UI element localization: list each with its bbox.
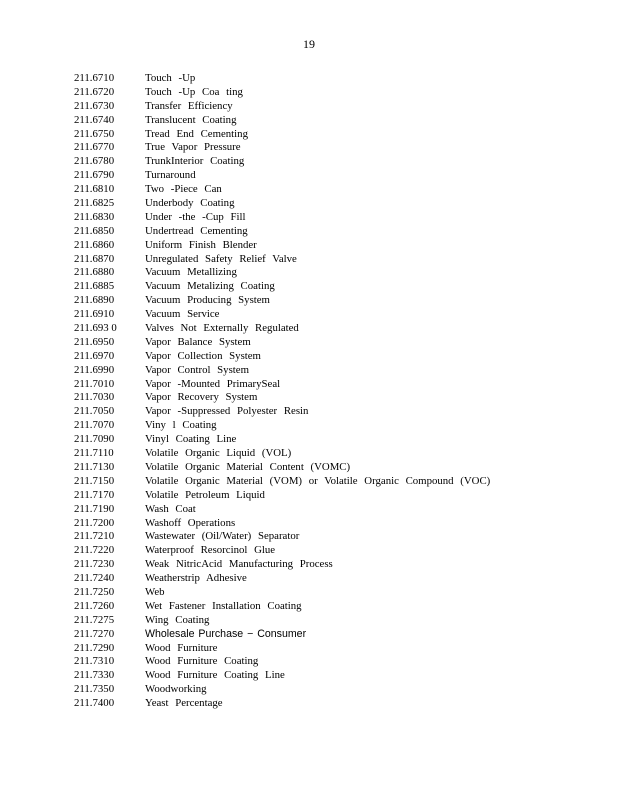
defined-term: Viny l Coating [145, 419, 217, 432]
defined-term: Valves Not Externally Regulated [145, 322, 299, 335]
defined-term: Turnaround [145, 169, 196, 182]
section-number: 211.7030 [74, 391, 115, 404]
defined-term: Undertread Cementing [145, 224, 248, 237]
list-item [0, 169, 618, 183]
defined-term: Waterproof Resorcinol Glue [145, 544, 276, 557]
defined-term: Uniform Finish Blender [145, 238, 257, 251]
list-item [0, 489, 618, 503]
section-number: 211.7220 [74, 544, 115, 557]
defined-term: Volatile Petroleum Liquid [145, 488, 265, 501]
defined-term: Wastewater (Oil/Water) Separator [145, 530, 300, 543]
definition-index-list [0, 72, 618, 711]
list-item [0, 155, 618, 169]
list-item [0, 628, 618, 642]
defined-term: Wood Furniture Coating [145, 655, 259, 668]
section-number: 211.7170 [74, 488, 115, 501]
list-item [0, 294, 618, 308]
list-item [0, 364, 618, 378]
section-number: 211.7275 [74, 613, 115, 626]
defined-term: Yeast Percentage [145, 697, 223, 710]
list-item [0, 114, 618, 128]
section-number: 211.6710 [74, 72, 115, 84]
list-item [0, 391, 618, 405]
list-item [0, 433, 618, 447]
section-number: 211.6740 [74, 113, 115, 126]
list-item [0, 614, 618, 628]
section-number: 211.7210 [74, 530, 115, 543]
defined-term: Wood Furniture [145, 641, 218, 654]
section-number: 211.6830 [74, 210, 115, 223]
section-number: 211.6750 [74, 127, 115, 140]
defined-term: Transfer Efficiency [145, 99, 233, 112]
list-item [0, 141, 618, 155]
defined-term: Wash Coat [145, 502, 196, 515]
list-item [0, 350, 618, 364]
defined-term: Tread End Cementing [145, 127, 248, 140]
list-item [0, 72, 618, 86]
list-item [0, 530, 618, 544]
section-number: 211.7330 [74, 669, 115, 682]
defined-term: Vapor -Suppressed Polyester Resin [145, 405, 309, 418]
list-item [0, 211, 618, 225]
section-number: 211.7250 [74, 585, 115, 598]
section-number: 211.7400 [74, 697, 115, 710]
defined-term: Web [145, 585, 165, 598]
defined-term: Vacuum Metalizing Coating [145, 280, 275, 293]
list-item [0, 266, 618, 280]
section-number: 211.6885 [74, 280, 115, 293]
list-item [0, 86, 618, 100]
section-number: 211.6880 [74, 266, 115, 279]
list-item [0, 419, 618, 433]
section-number: 211.7230 [74, 558, 115, 571]
section-number: 211.6780 [74, 155, 115, 168]
list-item [0, 197, 618, 211]
defined-term: TrunkInterior Coating [145, 155, 245, 168]
section-number: 211.7010 [74, 377, 115, 390]
list-item [0, 600, 618, 614]
list-item [0, 378, 618, 392]
defined-term: True Vapor Pressure [145, 141, 241, 154]
list-item [0, 517, 618, 531]
list-item [0, 586, 618, 600]
list-item [0, 558, 618, 572]
list-item [0, 239, 618, 253]
list-item [0, 697, 618, 711]
list-item [0, 336, 618, 350]
list-item [0, 322, 618, 336]
list-item [0, 128, 618, 142]
section-number: 211.7070 [74, 419, 115, 432]
section-number: 211.693 0 [74, 322, 117, 335]
list-item [0, 183, 618, 197]
defined-term: Wing Coating [145, 613, 210, 626]
section-number: 211.7200 [74, 516, 115, 529]
defined-term: Translucent Coating [145, 113, 237, 126]
section-number: 211.7190 [74, 502, 115, 515]
defined-term: Washoff Operations [145, 516, 236, 529]
defined-term: Vapor Control System [145, 363, 249, 376]
defined-term: Wholesale Purchase − Consumer [145, 627, 307, 640]
defined-term: Unregulated Safety Relief Valve [145, 252, 297, 265]
section-number: 211.7090 [74, 433, 115, 446]
defined-term: Vinyl Coating Line [145, 433, 237, 446]
list-item [0, 461, 618, 475]
defined-term: Touch -Up Coa ting [145, 85, 243, 98]
section-number: 211.6990 [74, 363, 115, 376]
defined-term: Vacuum Producing System [145, 294, 270, 307]
list-item [0, 544, 618, 558]
list-item [0, 669, 618, 683]
section-number: 211.6910 [74, 308, 115, 321]
list-item [0, 447, 618, 461]
section-number: 211.6870 [74, 252, 115, 265]
list-item [0, 308, 618, 322]
defined-term: Wet Fastener Installation Coating [145, 599, 302, 612]
section-number: 211.6970 [74, 349, 115, 362]
section-number: 211.6950 [74, 335, 115, 348]
list-item [0, 655, 618, 669]
section-number: 211.7270 [74, 627, 115, 640]
list-item [0, 572, 618, 586]
page-number: 19 [303, 37, 315, 51]
section-number: 211.7110 [74, 447, 114, 460]
section-number: 211.6770 [74, 141, 115, 154]
list-item [0, 225, 618, 239]
list-item [0, 253, 618, 267]
section-number: 211.7290 [74, 641, 115, 654]
defined-term: Vapor Balance System [145, 335, 251, 348]
defined-term: Volatile Organic Material (VOM) or Volatile Organic Compound (VOC) [145, 474, 491, 487]
section-number: 211.6850 [74, 224, 115, 237]
list-item [0, 683, 618, 697]
list-item [0, 642, 618, 656]
section-number: 211.7310 [74, 655, 115, 668]
defined-term: Volatile Organic Liquid (VOL) [145, 447, 292, 460]
defined-term: Under -the -Cup Fill [145, 210, 246, 223]
section-number: 211.7240 [74, 572, 115, 585]
list-item [0, 100, 618, 114]
section-number: 211.7350 [74, 683, 115, 696]
section-number: 211.6790 [74, 169, 115, 182]
defined-term: Weak NitricAcid Manufacturing Process [145, 558, 333, 571]
defined-term: Vapor Collection System [145, 349, 261, 362]
section-number: 211.7050 [74, 405, 115, 418]
section-number: 211.6825 [74, 197, 115, 210]
defined-term: Volatile Organic Material Content (VOMC) [145, 460, 351, 473]
section-number: 211.6730 [74, 99, 115, 112]
defined-term: Underbody Coating [145, 197, 235, 210]
defined-term: Wood Furniture Coating Line [145, 669, 285, 682]
list-item [0, 280, 618, 294]
list-item [0, 503, 618, 517]
defined-term: Vacuum Metallizing [145, 266, 237, 279]
section-number: 211.6810 [74, 183, 115, 196]
section-number: 211.6720 [74, 85, 115, 98]
defined-term: Woodworking [145, 683, 207, 696]
list-item [0, 405, 618, 419]
defined-term: Vapor Recovery System [145, 391, 258, 404]
section-number: 211.6890 [74, 294, 115, 307]
defined-term: Touch -Up [145, 72, 196, 84]
defined-term: Vacuum Service [145, 308, 220, 321]
section-number: 211.6860 [74, 238, 115, 251]
defined-term: Weatherstrip Adhesive [145, 572, 247, 585]
section-number: 211.7260 [74, 599, 115, 612]
section-number: 211.7130 [74, 460, 115, 473]
list-item [0, 475, 618, 489]
section-number: 211.7150 [74, 474, 115, 487]
defined-term: Two -Piece Can [145, 183, 222, 196]
defined-term: Vapor -Mounted PrimarySeal [145, 377, 281, 390]
